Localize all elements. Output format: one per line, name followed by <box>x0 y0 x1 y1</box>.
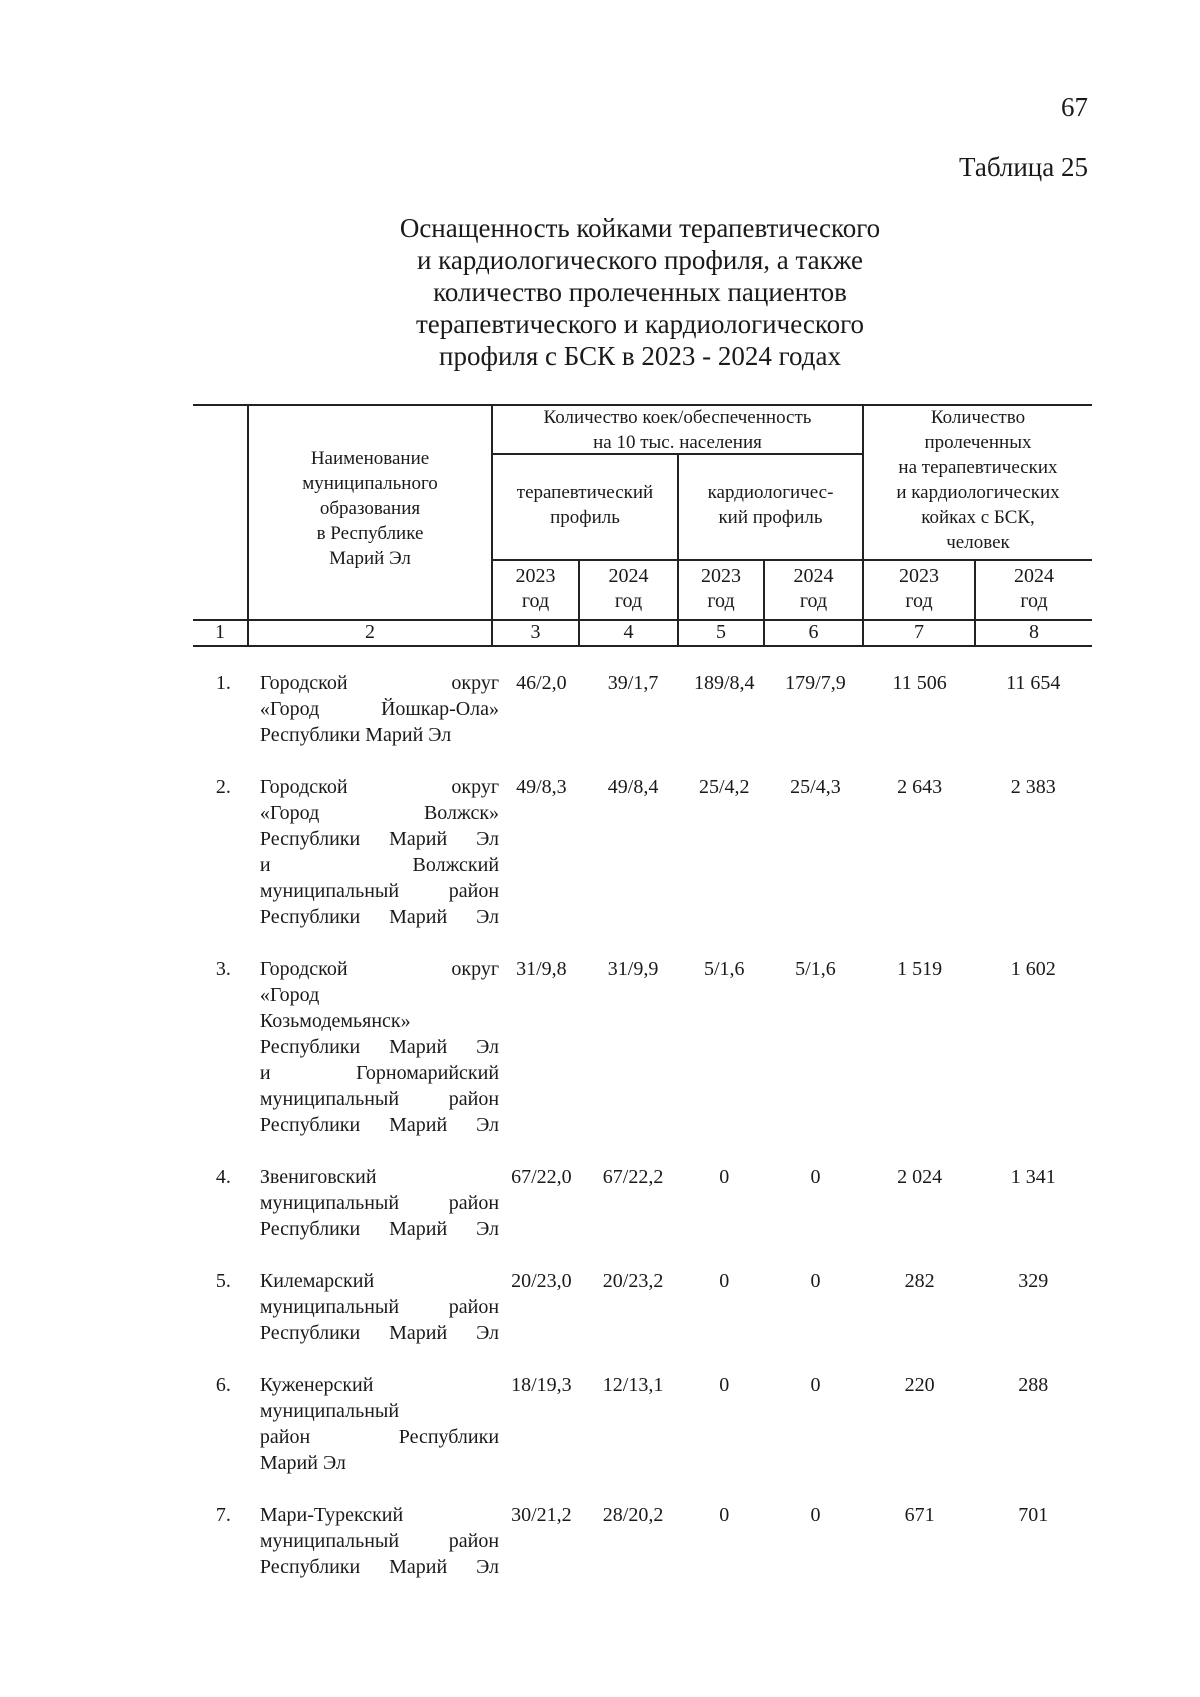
name-word: Городской <box>259 672 348 694</box>
value-cell: 25/4,2 <box>698 776 750 798</box>
row-number: 4. <box>215 1166 231 1188</box>
column-number: 7 <box>914 621 924 643</box>
row-number: 6. <box>215 1374 231 1396</box>
title-line: профиля с БСК в 2023 - 2024 годах <box>439 341 841 371</box>
municipality-name-line <box>260 1112 499 1138</box>
value-cell: 20/23,2 <box>602 1270 664 1292</box>
municipality-name-line: Килемарский <box>259 1270 375 1292</box>
municipality-name-line <box>260 1294 499 1320</box>
value-cell: 701 <box>1018 1504 1049 1526</box>
header-beds-group <box>493 405 862 455</box>
title-line: терапевтического и кардиологического <box>415 309 865 339</box>
header-text: муниципального <box>302 473 438 494</box>
header-year <box>580 564 677 614</box>
value-cell: 67/22,2 <box>602 1166 664 1188</box>
municipality-name <box>238 1164 499 1268</box>
value-cell: 220 <box>904 1374 935 1396</box>
table-body <box>193 670 1092 1606</box>
header-year <box>864 564 974 614</box>
name-word: муниципальный <box>259 1192 400 1214</box>
column-number: 8 <box>1029 621 1039 643</box>
table-row <box>193 956 1092 1164</box>
value-cell: 0 <box>719 1374 730 1396</box>
value-cell: 189/8,4 <box>693 672 755 694</box>
name-word: Марий <box>389 1036 448 1058</box>
header-text: профиль <box>550 507 620 528</box>
municipality-name-line <box>260 1528 499 1554</box>
table-row <box>193 1372 1092 1502</box>
municipality-name-line: Куженерский <box>259 1374 374 1396</box>
header-text: год <box>799 590 828 612</box>
header-text: образования <box>319 498 421 519</box>
name-word: район <box>448 1088 500 1110</box>
header-text: год <box>905 590 933 612</box>
header-bottom-rule <box>193 645 1092 647</box>
header-text: в Республике <box>316 523 424 544</box>
municipality-name-line <box>260 1034 499 1060</box>
title-line: количество пролеченных пациентов <box>433 277 847 307</box>
name-word: Республики <box>398 1426 500 1448</box>
value-cell: 5/1,6 <box>795 958 836 980</box>
name-word: муниципальный <box>259 1088 400 1110</box>
value-cell: 28/20,2 <box>602 1504 664 1526</box>
row-number: 7. <box>215 1504 231 1526</box>
header-text: человек <box>946 532 1010 553</box>
title-line: Оснащенность койками терапевтического <box>399 213 881 243</box>
municipality-name-line <box>260 1424 499 1450</box>
header-text: койках с БСК, <box>921 507 1035 528</box>
table-row <box>193 1502 1092 1606</box>
value-cell: 2 643 <box>897 776 943 798</box>
name-word: Республики <box>259 906 361 928</box>
value-cell: 0 <box>810 1504 821 1526</box>
municipality-name-line <box>260 670 499 696</box>
name-word: Марий <box>389 906 448 928</box>
header-text: терапевтический <box>516 482 654 503</box>
name-word: Республики <box>259 828 361 850</box>
column-number: 1 <box>215 621 225 643</box>
name-word: Марий <box>389 828 448 850</box>
municipality-name-line <box>260 774 499 800</box>
name-word: округ <box>451 958 500 980</box>
name-word: Эл <box>476 1322 500 1344</box>
municipality-name-line: Козьмодемьянск» <box>259 1010 411 1032</box>
header-text: и кардиологических <box>896 482 1060 503</box>
value-cell: 67/22,0 <box>511 1166 572 1188</box>
name-word: Республики <box>259 1322 361 1344</box>
header-treated-group <box>864 405 1092 555</box>
header-cardio-profile <box>679 480 862 530</box>
name-word: Эл <box>476 1036 500 1058</box>
value-cell: 0 <box>810 1374 821 1396</box>
value-cell: 25/4,3 <box>790 776 841 798</box>
name-word: «Город <box>259 802 320 824</box>
name-word: «Город <box>259 698 320 720</box>
name-word: Республики <box>259 1556 361 1578</box>
table-label: Таблица 25 <box>959 152 1088 182</box>
value-cell: 179/7,9 <box>785 672 846 694</box>
row-number: 3. <box>215 958 231 980</box>
name-word: Эл <box>476 1114 500 1136</box>
header-year <box>765 564 862 614</box>
header-text: 2024 <box>1014 565 1054 587</box>
column-number: 4 <box>623 621 634 643</box>
name-word: муниципальный <box>259 880 400 902</box>
header-text: на 10 тыс. населения <box>593 432 762 453</box>
header-text: 2023 <box>899 565 939 587</box>
name-word: муниципальный <box>259 1530 400 1552</box>
row-number: 2. <box>215 776 231 798</box>
header-text: Наименование <box>310 448 430 469</box>
value-cell: 0 <box>810 1166 821 1188</box>
name-word: муниципальный <box>259 1296 400 1318</box>
row-number: 1. <box>215 672 231 694</box>
municipality-name-line <box>260 1320 499 1346</box>
municipality-name-line <box>260 1216 499 1242</box>
municipality-name <box>238 956 499 1164</box>
municipality-name <box>238 1268 499 1372</box>
value-cell: 0 <box>719 1166 730 1188</box>
name-word: Эл <box>476 828 500 850</box>
value-cell: 18/19,3 <box>511 1374 572 1396</box>
name-word: Республики <box>259 1036 361 1058</box>
municipality-name-line: Республики Марий Эл <box>259 724 452 746</box>
name-word: район <box>448 880 500 902</box>
table-row <box>193 774 1092 956</box>
municipality-name-line: Мари-Турекский <box>259 1504 404 1526</box>
value-cell: 329 <box>1018 1270 1049 1292</box>
header-text: кий профиль <box>718 507 823 528</box>
municipality-name-line <box>260 826 499 852</box>
municipality-name-line <box>260 1190 499 1216</box>
header-text: 2023 <box>515 565 556 587</box>
header-rule-years <box>491 559 1092 561</box>
value-cell: 282 <box>904 1270 935 1292</box>
value-cell: 11 506 <box>892 672 947 694</box>
value-cell: 0 <box>719 1504 730 1526</box>
name-word: район <box>448 1192 500 1214</box>
table-row <box>193 1164 1092 1268</box>
row-number: 5. <box>215 1270 231 1292</box>
municipality-name-line <box>260 956 499 982</box>
value-cell: 5/1,6 <box>703 958 745 980</box>
header-text: год <box>1020 590 1048 612</box>
municipality-name-line: Звениговский <box>259 1166 377 1188</box>
municipality-name-line <box>260 1060 499 1086</box>
table-row <box>193 1268 1092 1372</box>
municipality-name <box>238 774 499 956</box>
header-year <box>493 564 578 614</box>
value-cell: 2 383 <box>1010 776 1056 798</box>
page-number: 67 <box>1061 92 1088 122</box>
name-word: Городской <box>259 776 348 798</box>
header-text: Марий Эл <box>329 548 411 569</box>
name-word: Городской <box>259 958 348 980</box>
name-word: и <box>259 1062 271 1084</box>
name-word: и <box>259 854 271 876</box>
title-line: и кардиологического профиля, а также <box>416 245 863 275</box>
value-cell: 2 024 <box>897 1166 943 1188</box>
name-word: Эл <box>476 1218 500 1240</box>
name-word: Горномарийский <box>356 1062 500 1084</box>
name-word: Марий <box>389 1322 448 1344</box>
municipality-name <box>238 1372 499 1502</box>
header-text: кардиологичес- <box>707 482 834 503</box>
value-cell: 31/9,8 <box>516 958 567 980</box>
value-cell: 1 602 <box>1010 958 1056 980</box>
value-cell: 0 <box>719 1270 730 1292</box>
column-number: 6 <box>808 621 819 643</box>
name-word: Марий <box>389 1218 448 1240</box>
name-word: район <box>259 1426 311 1448</box>
value-cell: 671 <box>904 1504 935 1526</box>
municipality-name-line <box>260 696 499 722</box>
municipality-name-line <box>260 800 499 826</box>
name-word: Эл <box>476 1556 500 1578</box>
municipality-name-line: Марий Эл <box>259 1452 346 1474</box>
column-number: 2 <box>365 621 375 643</box>
name-word: Республики <box>259 1218 361 1240</box>
value-cell: 1 341 <box>1010 1166 1056 1188</box>
name-word: Марий <box>389 1556 448 1578</box>
header-name-column <box>249 446 491 571</box>
value-cell: 11 654 <box>1006 672 1061 694</box>
name-word: округ <box>451 776 500 798</box>
header-text: 2024 <box>793 565 834 587</box>
table-row <box>193 670 1092 774</box>
header-text: Количество коек/обеспеченность <box>543 407 812 428</box>
municipality-name-line <box>260 878 499 904</box>
value-cell: 49/8,4 <box>607 776 659 798</box>
header-text: на терапевтических <box>898 457 1058 478</box>
value-cell: 31/9,9 <box>607 958 659 980</box>
name-word: Волжский <box>412 854 500 876</box>
header-text: год <box>521 590 550 612</box>
name-word: Йошкар-Ола» <box>380 698 500 720</box>
value-cell: 1 519 <box>897 958 943 980</box>
name-word: Республики <box>259 1114 361 1136</box>
header-year <box>679 564 763 614</box>
header-year <box>976 564 1092 614</box>
value-cell: 0 <box>810 1270 821 1292</box>
value-cell: 12/13,1 <box>602 1374 664 1396</box>
value-cell: 30/21,2 <box>511 1504 572 1526</box>
name-word: Марий <box>389 1114 448 1136</box>
value-cell: 20/23,0 <box>511 1270 572 1292</box>
header-text: Количество <box>930 407 1026 428</box>
table-title <box>330 212 950 372</box>
table-header <box>193 404 1092 647</box>
header-text: пролеченных <box>924 432 1032 453</box>
header-text: год <box>707 590 735 612</box>
municipality-name-line: муниципальный <box>259 1400 400 1422</box>
name-word: район <box>448 1296 500 1318</box>
header-therapy-profile <box>493 480 677 530</box>
column-number: 3 <box>530 621 541 643</box>
municipality-name <box>238 670 499 774</box>
header-text: 2023 <box>701 565 741 587</box>
municipality-name-line <box>260 852 499 878</box>
municipality-name <box>238 1502 499 1606</box>
name-word: район <box>448 1530 500 1552</box>
municipality-name-line <box>260 904 499 930</box>
name-word: округ <box>451 672 500 694</box>
value-cell: 39/1,7 <box>607 672 659 694</box>
header-text: год <box>614 590 643 612</box>
name-word: Эл <box>476 906 500 928</box>
value-cell: 46/2,0 <box>516 672 567 694</box>
column-number: 5 <box>716 621 726 643</box>
header-text: 2024 <box>608 565 649 587</box>
municipality-name-line: «Город <box>259 984 320 1006</box>
municipality-name-line <box>260 1554 499 1580</box>
municipality-name-line <box>260 1086 499 1112</box>
value-cell: 288 <box>1018 1374 1049 1396</box>
value-cell: 49/8,3 <box>516 776 567 798</box>
name-word: Волжск» <box>423 802 500 824</box>
